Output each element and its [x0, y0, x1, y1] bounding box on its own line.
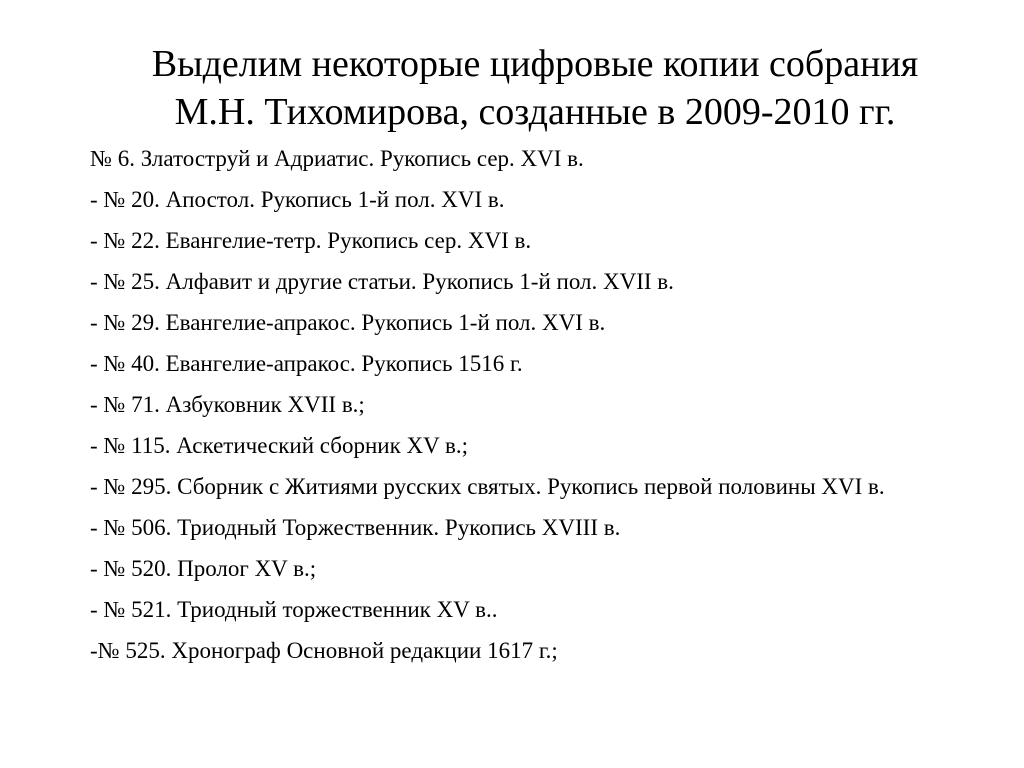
- manuscript-list: [90, 143, 910, 676]
- list-item: - № 25. Алфавит и другие статьи. Рукопись 1-й пол. XVII в.: [90, 269, 674, 294]
- slide-title-line-1: Выделим некоторые цифровые копии собрания: [151, 43, 919, 85]
- list-item: - № 40. Евангелие-апракос. Рукопись 1516 г.: [90, 351, 523, 376]
- list-item: - № 115. Аскетический сборник XV в.;: [90, 433, 469, 458]
- list-item: - № 521. Триодный торжественник XV в..: [90, 597, 498, 622]
- list-item: - № 22. Евангелие-тетр. Рукопись сер. XVI в.: [90, 228, 532, 253]
- list-item: № 6. Златоструй и Адриатис. Рукопись сер. XVI в.: [90, 146, 584, 171]
- slide-title-line-2: М.Н. Тихомирова, созданные в 2009-2010 гг.: [174, 91, 896, 133]
- list-item: - № 295. Сборник с Житиями русских святых. Рукопись первой половины XVI в.: [90, 474, 885, 499]
- list-item: - № 29. Евангелие-апракос. Рукопись 1-й пол. XVI в.: [90, 310, 606, 335]
- list-item: - № 520. Пролог XV в.;: [90, 556, 317, 581]
- list-item: - № 71. Азбуковник XVII в.;: [90, 392, 365, 417]
- list-item: - № 20. Апостол. Рукопись 1-й пол. XVI в.: [90, 187, 505, 212]
- list-item: - № 506. Триодный Торжественник. Рукопись XVIII в.: [90, 515, 621, 540]
- slide-title: [60, 40, 1010, 136]
- list-item: -№ 525. Хронограф Основной редакции 1617 г.;: [90, 638, 558, 663]
